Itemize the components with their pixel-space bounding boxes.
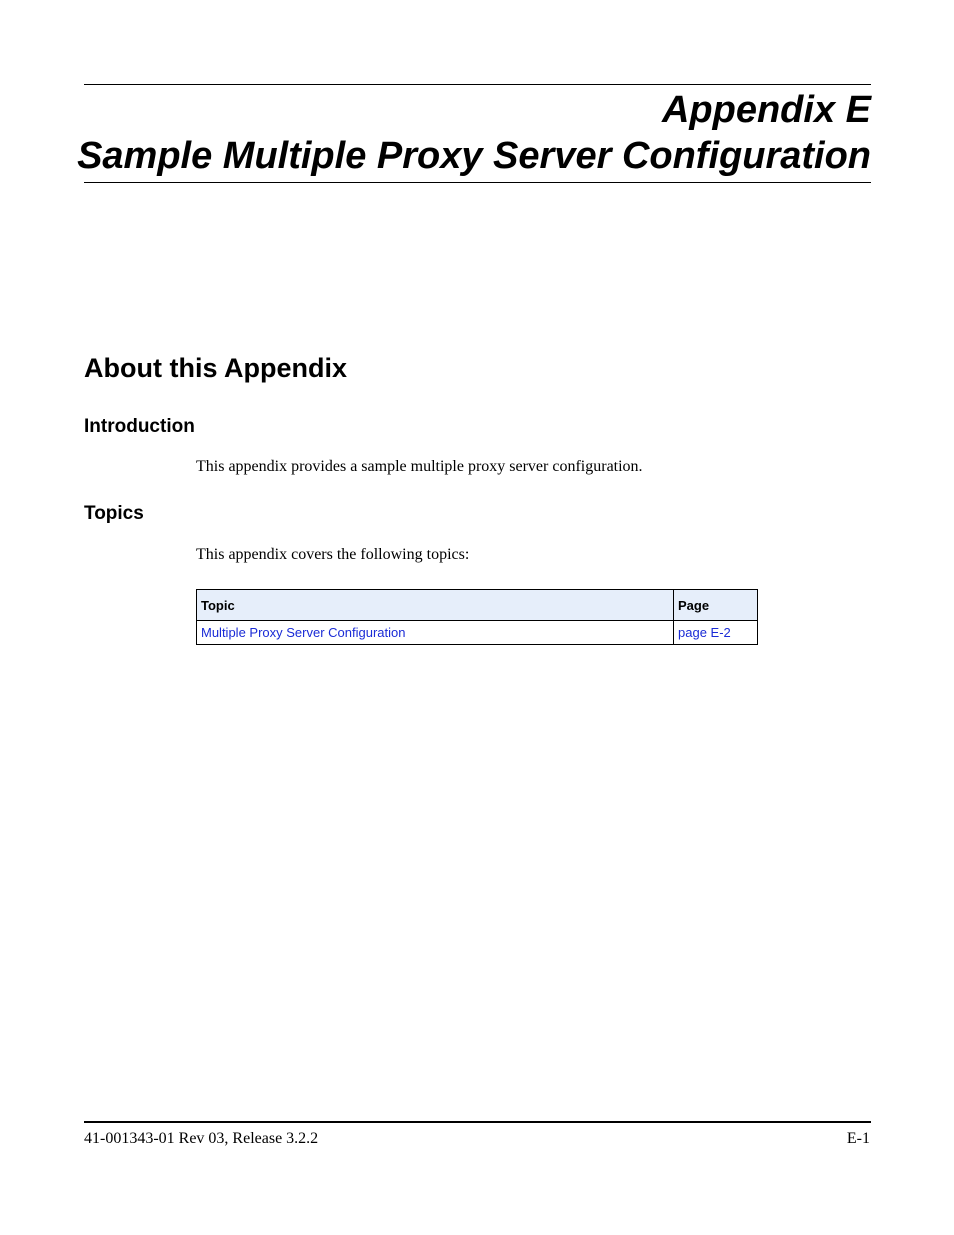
footer-page-number: E-1 (846, 1130, 870, 1147)
appendix-subtitle: Sample Multiple Proxy Server Configuration (77, 135, 871, 177)
title-bottom-rule (84, 182, 871, 183)
table-header-row (197, 590, 758, 621)
topics-heading: Topics (84, 503, 144, 524)
topic-cell (197, 621, 674, 645)
footer-doc-id: 41-001343-01 Rev 03, Release 3.2.2 (84, 1130, 319, 1147)
introduction-text: This appendix provides a sample multiple proxy server configuration. (196, 458, 643, 475)
introduction-heading: Introduction (84, 416, 195, 437)
section-heading: About this Appendix (84, 353, 347, 383)
page-link[interactable]: page E-2 (678, 625, 731, 640)
table-row (197, 621, 758, 645)
title-top-rule (84, 84, 871, 85)
footer-rule (84, 1121, 871, 1123)
topics-table (196, 589, 758, 645)
appendix-title: Appendix E (661, 89, 871, 131)
topics-text: This appendix covers the following topics: (196, 546, 470, 563)
page-cell (674, 621, 758, 645)
column-header-page: Page (674, 590, 758, 621)
topic-link[interactable]: Multiple Proxy Server Configuration (201, 625, 406, 640)
column-header-topic: Topic (197, 590, 674, 621)
